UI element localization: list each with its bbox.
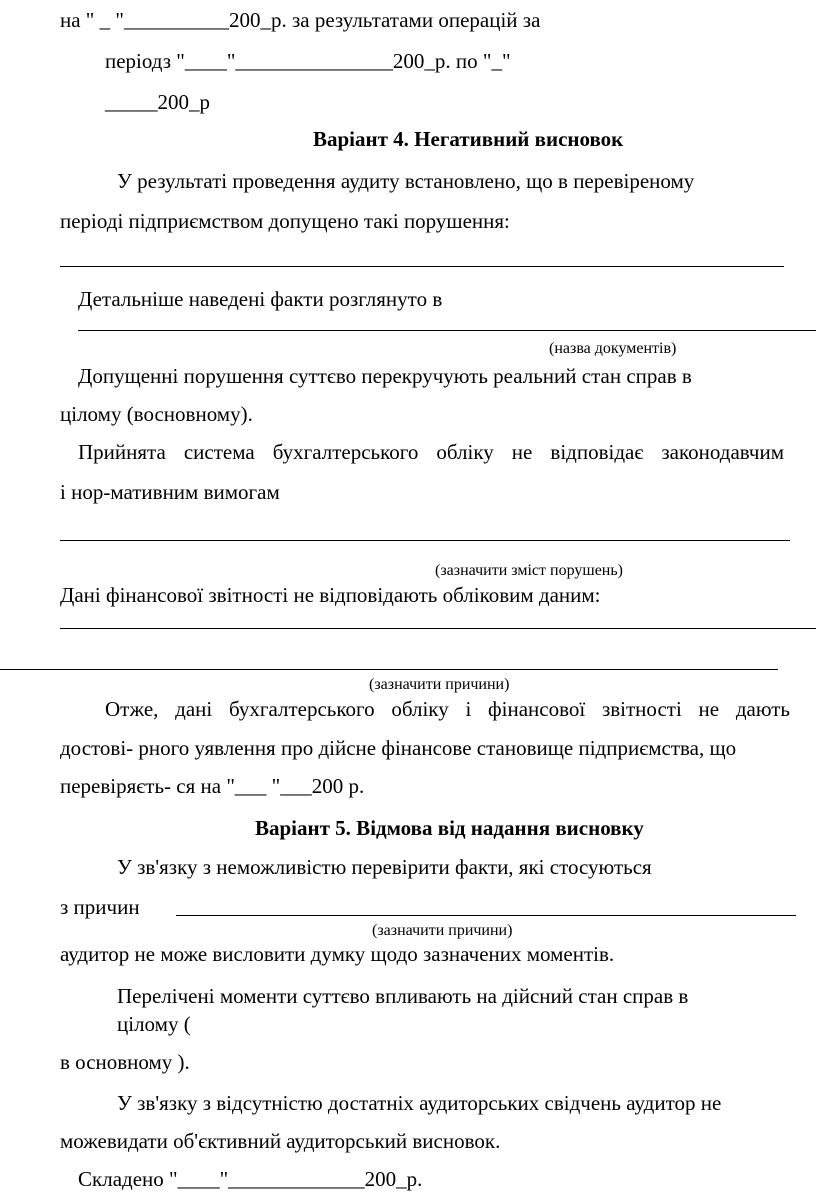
caption-reasons-1: (зазначити причини) [369,676,510,693]
blank-violation-content-line [60,540,790,541]
blank-documents-line [78,330,816,331]
paragraph-distortion-line1: Допущенні порушення суттєво перекручують реальний стан справ в [78,364,692,388]
report-date-line: на " _ "__________200_р. за результатами операцій за [60,8,541,32]
paragraph-accounting-system-line1: Прийнята система бухгалтерського обліку не відповідає законодавчим [78,440,784,464]
caption-reasons-2: (зазначити причини) [372,922,513,939]
paragraph-opinion-impossible: аудитор не може висловити думку щодо зазначених моментів. [60,942,615,966]
paragraph-moments-line3: в основному ). [60,1050,190,1074]
blank-reasons-line-1 [60,628,816,629]
compiled-date-line: Складено "____"_____________200_р. [78,1167,423,1191]
paragraph-distortion-line2: цілому (восновному). [60,402,253,426]
period-line: періодз "____"_______________200_р. по "_" [105,49,511,73]
paragraph-no-evidence-line2: можевидати об'єктивний аудиторський висновок. [60,1129,501,1153]
paragraph-no-evidence-line1: У зв'язку з відсутністю достатніх аудиторських свідчень аудитор не [117,1091,722,1115]
blank-violations-line [60,266,784,267]
blank-reasons-line-2 [0,669,778,670]
paragraph-audit-result-line1: У результаті проведення аудиту встановлено, що в перевіреному [117,169,695,193]
paragraph-moments-line1: Перелічені моменти суттєво впливають на дійсний стан справ в [117,984,689,1008]
paragraph-accounting-system-line2: і нор-мативним вимогам [60,480,280,504]
paragraph-conclusion-line2: достові- рного уявлення про дійсне фінансове становище підприємства, що [60,736,737,760]
paragraph-impossibility-text: У зв'язку з неможливістю перевірити факти, які стосуються [117,855,652,879]
paragraph-conclusion-line3: перевіряєть- ся на "___ "___200 р. [60,774,365,798]
blank-reasons-line-3 [176,915,796,916]
paragraph-audit-result-line2: періоді підприємством допущено такі порушення: [60,209,510,233]
details-considered-text: Детальніше наведені факти розглянуто в [78,287,443,311]
financial-statements-text: Дані фінансової звітності не відповідають обліковим даним: [60,583,601,607]
caption-violation-content: (зазначити зміст порушень) [435,562,623,579]
paragraph-moments-line2: цілому ( [117,1012,191,1036]
period-year-line: _____200_р [105,90,210,114]
variant-5-heading: Варіант 5. Відмова від надання висновку [255,816,644,840]
variant-4-heading: Варіант 4. Негативний висновок [313,127,624,151]
paragraph-conclusion-line1: Отже, дані бухгалтерського обліку і фінансової звітності не дають [105,697,790,721]
caption-document-names: (назва документів) [549,340,677,357]
reasons-label: з причин [60,895,140,919]
